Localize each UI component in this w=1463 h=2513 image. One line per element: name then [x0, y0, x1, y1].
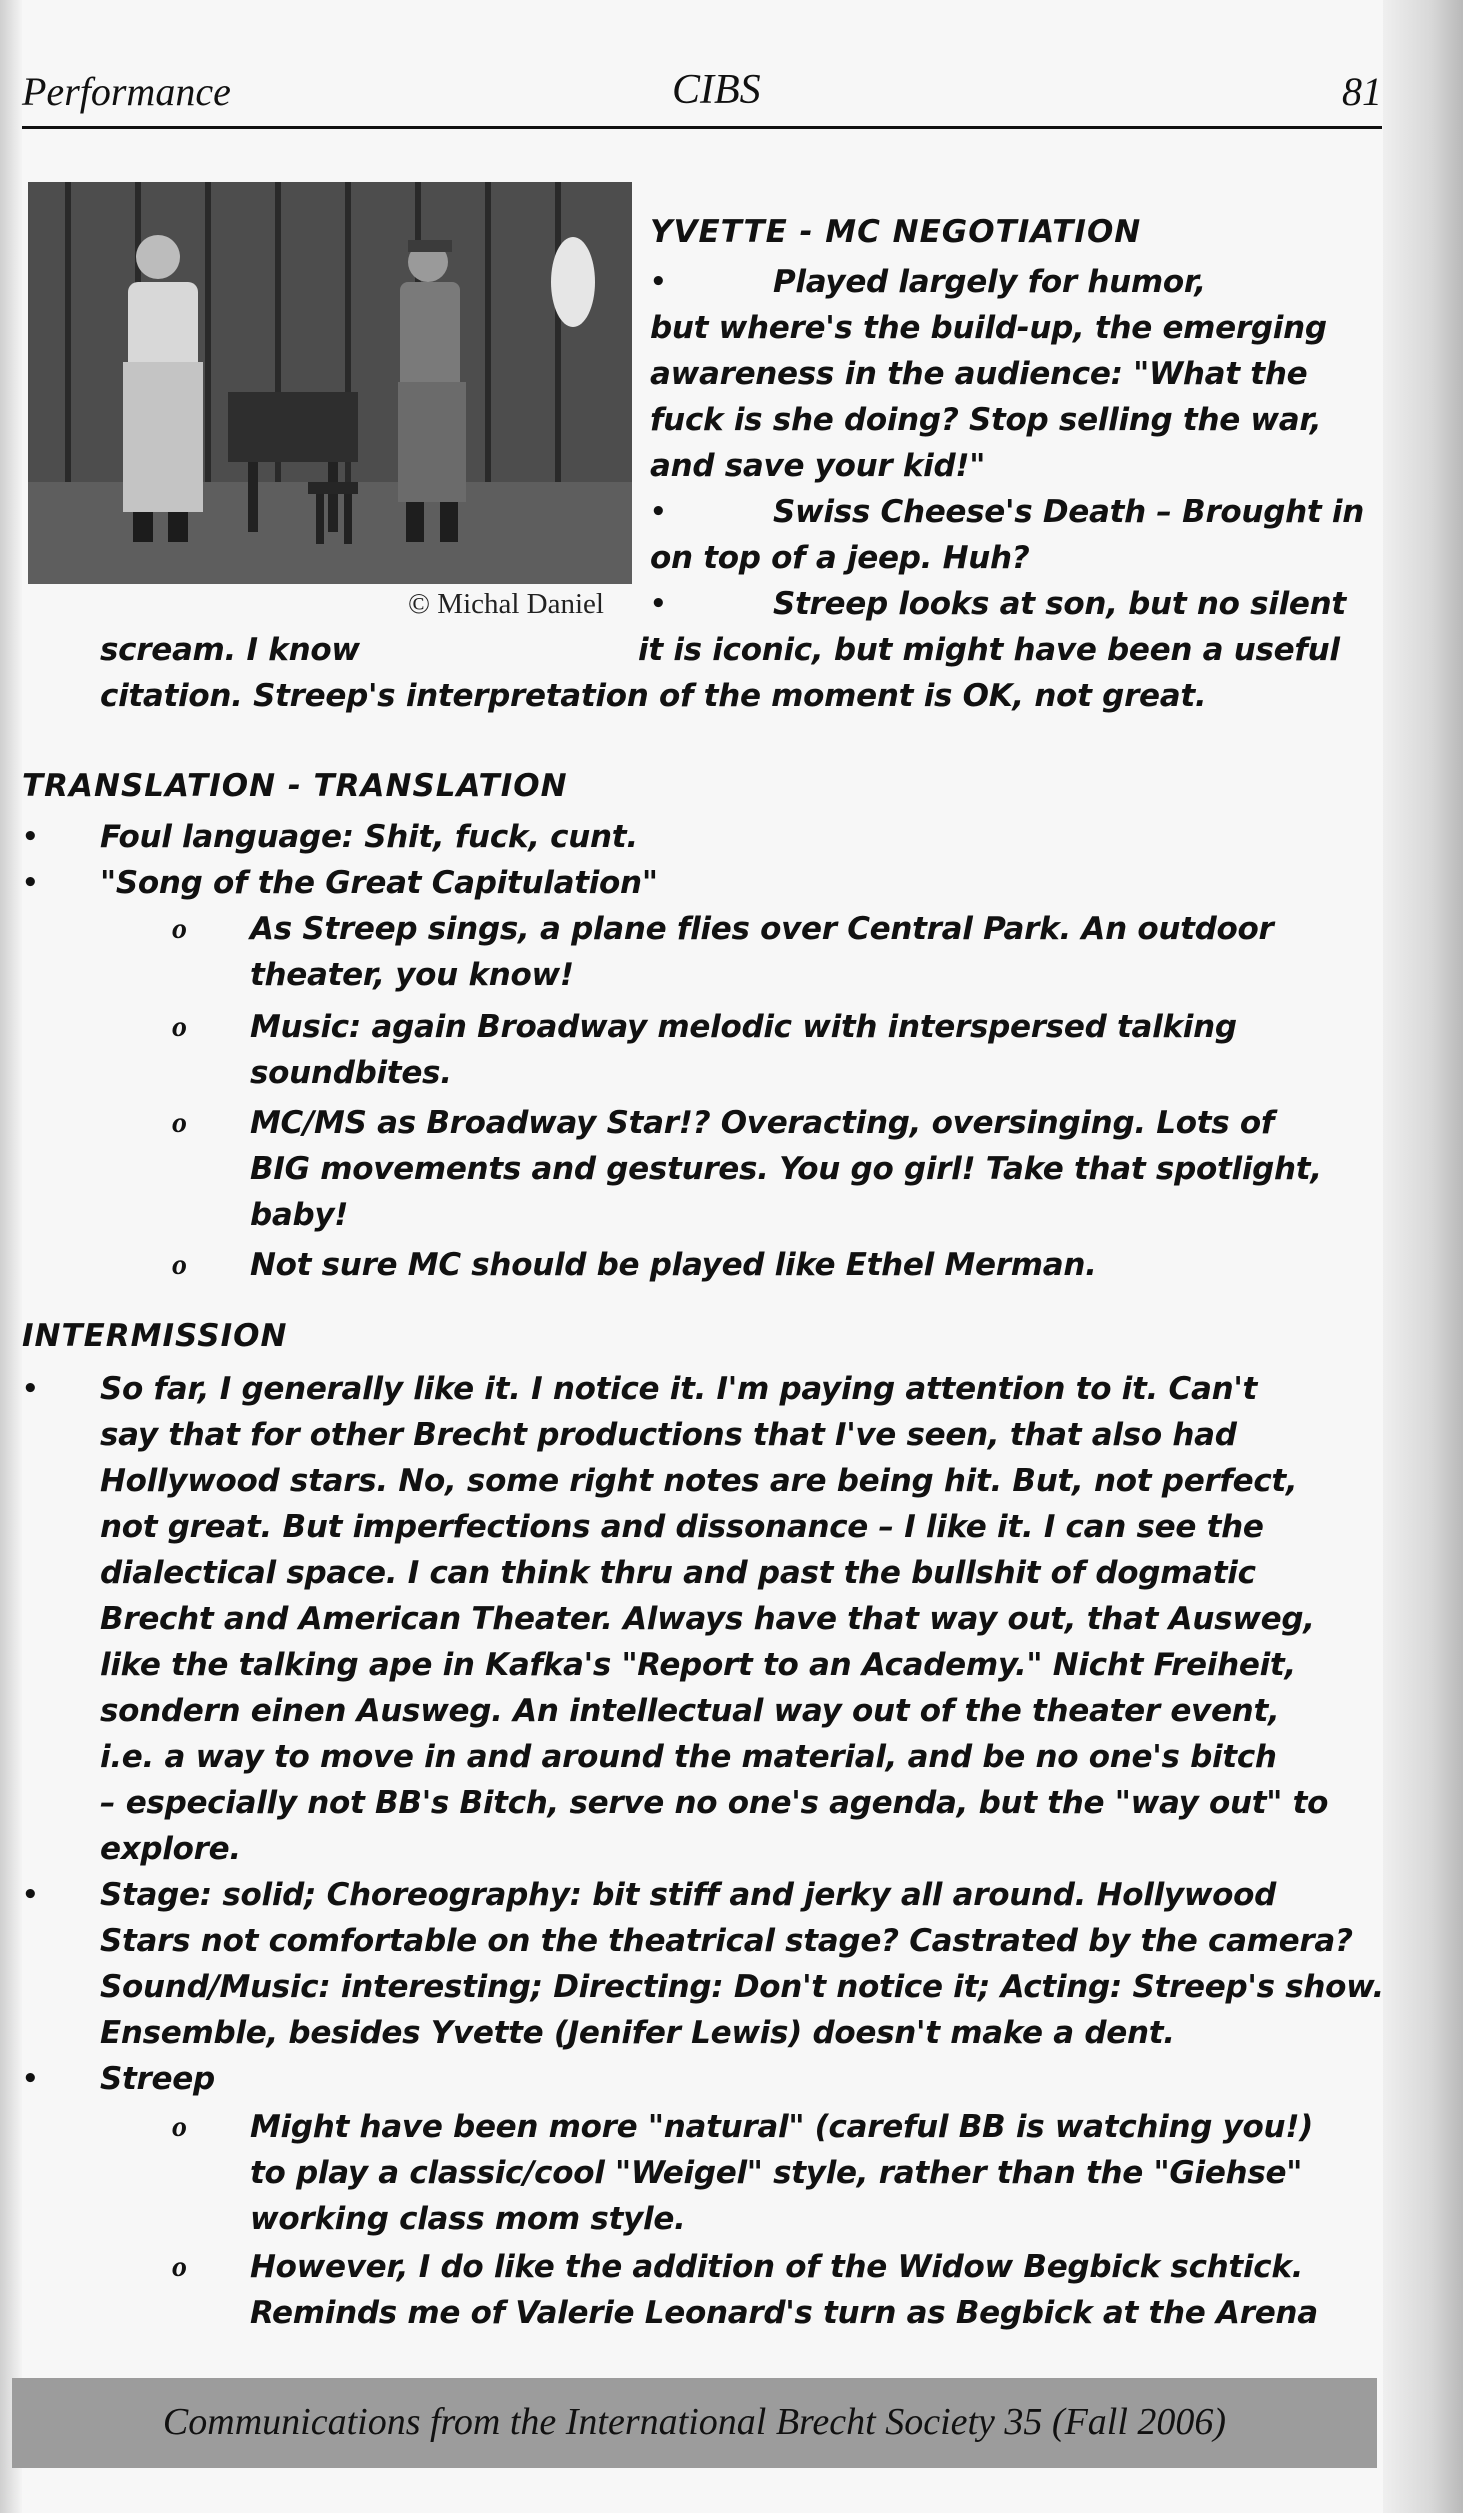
yvette-b1-line5: and save your kid!": [650, 448, 986, 484]
intermission-p1-line: sondern einen Ausweg. An intellectual way out of the theater event,: [100, 1693, 1280, 1729]
intermission-heading: INTERMISSION: [22, 1318, 288, 1354]
translation-b1: Foul language: Shit, fuck, cunt.: [100, 819, 638, 855]
intermission-p1-line: say that for other Brecht productions that I've seen, that also had: [100, 1417, 1237, 1453]
section-title: Performance: [22, 69, 231, 114]
sub-bullet-icon: o: [172, 2110, 187, 2143]
translation-o3-line3: baby!: [250, 1197, 349, 1233]
intermission-p3: Streep: [100, 2061, 215, 2097]
yvette-b3-line3: citation. Streep's interpretation of the moment is OK, not great.: [100, 678, 1207, 714]
yvette-b2-line2: on top of a jeep. Huh?: [650, 540, 1030, 576]
page-edge-left: [0, 0, 22, 2513]
intermission-o2-line: Reminds me of Valerie Leonard's turn as Begbick at the Arena: [250, 2295, 1318, 2331]
sub-bullet-icon: o: [172, 1248, 187, 1281]
page-number: 81: [1342, 69, 1382, 114]
translation-o3-line1: MC/MS as Broadway Star!? Overacting, oversinging. Lots of: [250, 1105, 1275, 1141]
bullet-icon: •: [22, 2064, 39, 2094]
translation-b2: "Song of the Great Capitulation": [100, 865, 658, 901]
intermission-p1-line: like the talking ape in Kafka's "Report to an Academy." Nicht Freiheit,: [100, 1647, 1296, 1683]
bullet-icon: •: [22, 1880, 39, 1910]
intermission-o1-line: working class mom style.: [250, 2201, 686, 2237]
yvette-b3-line2a: scream. I know: [100, 632, 360, 668]
intermission-p1-line: not great. But imperfections and dissonance – I like it. I can see the: [100, 1509, 1264, 1545]
intermission-p1-line: explore.: [100, 1831, 241, 1867]
yvette-b3-line2b: it is iconic, but might have been a useful: [638, 632, 1340, 668]
sub-bullet-icon: o: [172, 912, 187, 945]
sub-bullet-icon: o: [172, 1010, 187, 1043]
header-rule: [22, 126, 1382, 129]
translation-o4-line1: Not sure MC should be played like Ethel Merman.: [250, 1247, 1097, 1283]
bullet-icon: •: [22, 822, 39, 852]
intermission-p1-line: dialectical space. I can think thru and past the bullshit of dogmatic: [100, 1555, 1256, 1591]
yvette-heading: YVETTE - MC NEGOTIATION: [650, 214, 1142, 250]
page-header: [22, 62, 1382, 122]
bullet-icon: •: [650, 497, 667, 527]
journal-name: CIBS: [672, 67, 761, 113]
sub-bullet-icon: o: [172, 2250, 187, 2283]
yvette-b1-line2: but where's the build-up, the emerging: [650, 310, 1327, 346]
bullet-icon: •: [22, 1374, 39, 1404]
intermission-p2-line: Stars not comfortable on the theatrical stage? Castrated by the camera?: [100, 1923, 1353, 1959]
bullet-icon: •: [650, 589, 667, 619]
intermission-p1-line: So far, I generally like it. I notice it. I'm paying attention to it. Can't: [100, 1371, 1258, 1407]
page-edge-right: [1383, 0, 1463, 2513]
yvette-b1-line3: awareness in the audience: "What the: [650, 356, 1308, 392]
translation-o3-line2: BIG movements and gestures. You go girl! Take that spotlight,: [250, 1151, 1322, 1187]
translation-o1-line2: theater, you know!: [250, 957, 574, 993]
translation-o1-line1: As Streep sings, a plane flies over Central Park. An outdoor: [250, 911, 1274, 947]
yvette-b3-line1: Streep looks at son, but no silent: [773, 586, 1346, 622]
intermission-o1-line: Might have been more "natural" (careful BB is watching you!): [250, 2109, 1314, 2145]
footer-citation: Communications from the International Brecht Society 35 (Fall 2006): [162, 2401, 1227, 2443]
translation-o2-line2: soundbites.: [250, 1055, 452, 1091]
yvette-b2-line1: Swiss Cheese's Death – Brought in: [773, 494, 1364, 530]
bullet-icon: •: [22, 868, 39, 898]
intermission-p2-line: Sound/Music: interesting; Directing: Don't notice it; Acting: Streep's show.: [100, 1969, 1384, 2005]
production-photo: [28, 182, 632, 584]
stage-scene-illustration: [28, 182, 632, 584]
page-footer: [12, 2378, 1377, 2468]
intermission-p1-line: Hollywood stars. No, some right notes are being hit. But, not perfect,: [100, 1463, 1298, 1499]
translation-heading: TRANSLATION - TRANSLATION: [22, 768, 568, 804]
yvette-b1-line1: Played largely for humor,: [773, 264, 1206, 300]
yvette-b1-line4: fuck is she doing? Stop selling the war,: [650, 402, 1322, 438]
intermission-p2-line: Ensemble, besides Yvette (Jenifer Lewis) doesn't make a dent.: [100, 2015, 1175, 2051]
intermission-p1-line: Brecht and American Theater. Always have that way out, that Ausweg,: [100, 1601, 1315, 1637]
translation-o2-line1: Music: again Broadway melodic with interspersed talking: [250, 1009, 1237, 1045]
intermission-p1-line: i.e. a way to move in and around the material, and be no one's bitch: [100, 1739, 1277, 1775]
intermission-p2-line: Stage: solid; Choreography: bit stiff and jerky all around. Hollywood: [100, 1877, 1277, 1913]
intermission-o2-line: However, I do like the addition of the Widow Begbick schtick.: [250, 2249, 1304, 2285]
intermission-o1-line: to play a classic/cool "Weigel" style, rather than the "Giehse": [250, 2155, 1303, 2191]
intermission-p1-line: – especially not BB's Bitch, serve no one's agenda, but the "way out" to: [100, 1785, 1329, 1821]
bullet-icon: •: [650, 267, 667, 297]
sub-bullet-icon: o: [172, 1106, 187, 1139]
photo-credit: © Michal Daniel: [408, 588, 604, 620]
